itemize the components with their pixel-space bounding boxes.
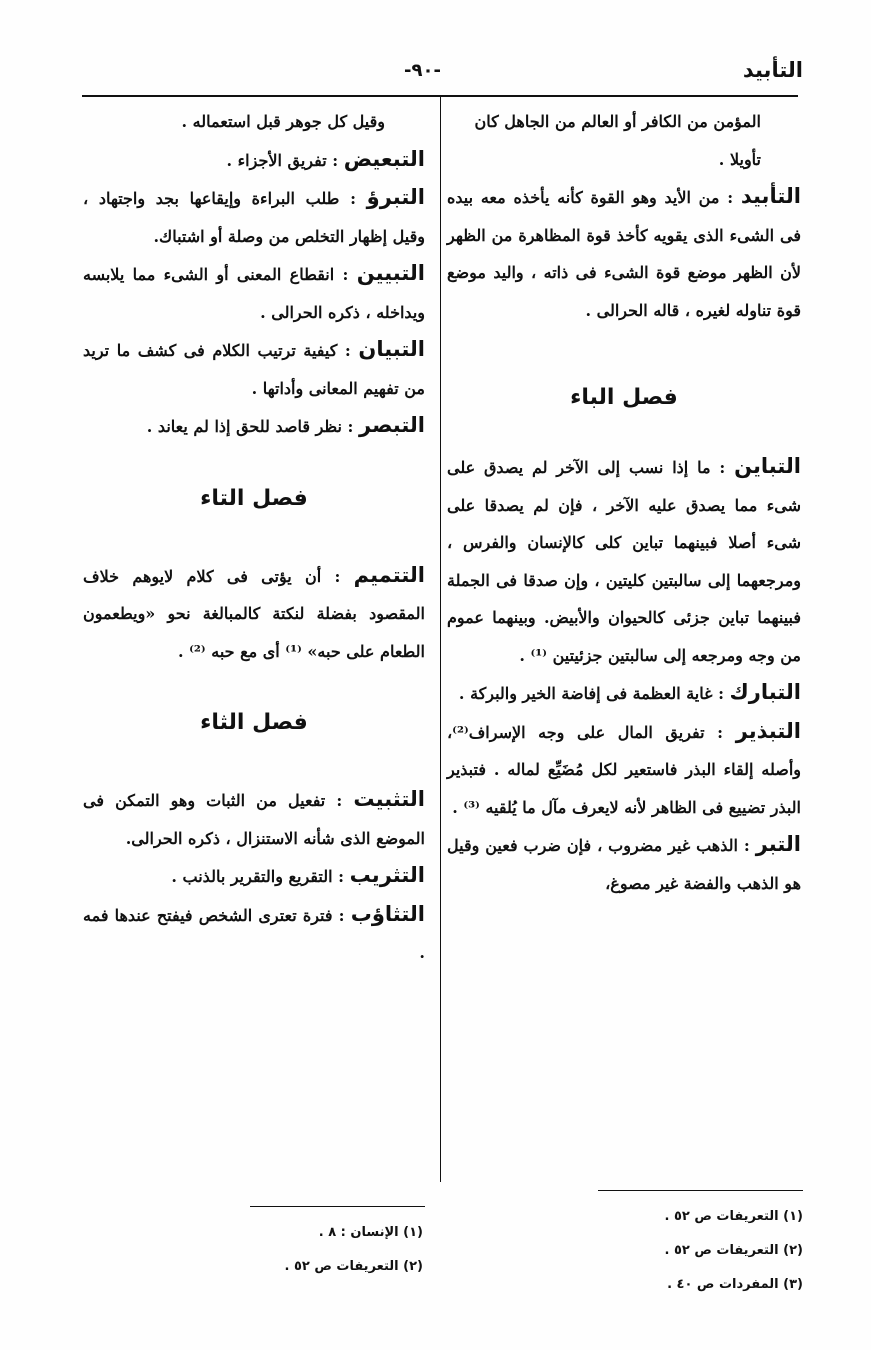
entry-tathaub [83,896,425,972]
entry-tabassur [83,407,425,446]
entry-tabdhir [447,713,801,827]
entry-definition: : أن يؤتى فى كلام لايوهم خلاف المقصود بفضلة لنكتة كالمبالغة نحو «ويطعمون الطعام على حبه» ⁽¹⁾ أى مع حبه ⁽²⁾ . [83,566,425,661]
entry-tabayun [447,448,801,674]
entry-definition: : فترة تعترى الشخص فيفتح عندها فمه . [83,905,425,962]
entry-term: التثريب [349,863,425,887]
entry-tibyan [83,331,425,407]
entry-definition: : نظر قاصد للحق إذا لم يعاند . [146,417,360,436]
continued-line: وقيل كل جوهر قبل استعماله . [181,112,385,131]
entry-term: التبعيض [343,146,425,171]
page-number: -٩٠- [404,60,441,81]
section-heading-ba: فصل الباء [570,385,678,410]
column-divider [440,97,441,1182]
entry-definition: : طلب البراءة وإيقاعها بجد واجتهاد ، وقيل إظهار التخلص من وصلة أو اشتباك. [83,189,425,246]
entry-term: التأبيد [740,184,801,208]
entry-term: التباين [734,454,801,478]
footnote: (٢) التعريفات ص ٥٢ . [664,1243,803,1258]
footnote: (٣) المفردات ص ٤٠ . [667,1277,803,1292]
entry-term: التثبيت [353,787,425,811]
entry-term: التبرؤ [366,185,425,209]
entry-term: التبذير [735,718,801,743]
footnote-rule-left [250,1206,425,1207]
footnote: (١) التعريفات ص ٥٢ . [664,1209,803,1224]
footnote: (١) الإنسان : ٨ . [318,1225,423,1240]
entry-tibr [447,826,801,902]
entry-tabarru [83,179,425,255]
entry-definition: : الذهب غير مضروب ، فإن ضرب فعين وقيل هو الذهب والفضة غير مصوغ، [447,836,801,893]
entry-definition: : كيفية ترتيب الكلام فى كشف ما تريد من تفهيم المعانى وأداتها . [83,341,425,398]
entry-definition: : تفريق المال على وجه الإسراف⁽²⁾، وأصله إلقاء البذر فاستعير لكل مُضَيِّع لماله . فتبذير البذر تضييع فى الظاهر لأنه لايعرف مآل ما يُلقيه ⁽³⁾ . [447,722,801,817]
entry-tathrib [83,857,425,896]
entry-definition: : التقريع والتقرير بالذنب . [171,867,350,886]
running-head-word: التأبيد [742,58,803,82]
section-heading-tha: فصل الثاء [200,710,308,735]
entry-term: التبيين [356,261,425,285]
entry-definition: : من الأيد وهو القوة كأنه يأخذه معه بيده فى الشىء الذى يقويه كأخذ قوة المظاهرة من الظهر لأن الظهر موضع قوة الشىء فى ذاته ، واليد موضع قوة تناوله لغيره ، قاله الحرالى . [447,188,801,320]
entry-tabaruk [447,674,801,713]
entry-definition: : انقطاع المعنى أو الشىء مما يلابسه ويداخله ، ذكره الحرالى . [83,265,425,322]
entry-term: التبصر [359,413,425,437]
entry-tabyin [83,255,425,331]
footnote-rule-right [598,1190,803,1191]
entry-term: التبارك [729,680,801,704]
continued-line: المؤمن من الكافر أو العالم من الجاهل كان [474,112,761,131]
entry-tathbit [83,781,425,857]
continued-line: تأويلا . [718,149,761,169]
left-column [83,103,425,972]
entry-term: التبيان [358,337,425,361]
entry-term: التتميم [353,562,425,587]
entry-tatmim [83,557,425,671]
footnote: (٢) التعريفات ص ٥٢ . [284,1259,423,1274]
right-column [447,103,801,902]
entry-definition: : ما إذا نسب إلى الآخر لم يصدق على شىء مما يصدق عليه الآخر ، فإن لم يصدقا على شىء أصلا فبينهما تباين كلى كالإنسان والفرس ، ومرجعهما إلى سالبتين كليتين ، وإن صدقا فى الجملة فبينهما تباين جزئى كالحيوان والأبيض. وبينهما عموم من وجه ومرجعه إلى سالبتين جزئيتين ⁽¹⁾ . [447,458,801,665]
section-heading-ta: فصل التاء [200,485,308,511]
entry-term: التبر [755,832,801,856]
entry-definition: : تفريق الأجزاء . [226,150,344,170]
entry-term: التثاؤب [350,901,425,926]
entry-definition: : تفعيل من الثبات وهو التمكن فى الموضع الذى شأنه الاستنزال ، ذكره الحرالى. [83,791,425,848]
entry-tab-id [83,141,425,180]
entry-definition: : غاية العظمة فى إفاضة الخير والبركة . [458,684,730,703]
entry-ta-bid [447,178,801,329]
